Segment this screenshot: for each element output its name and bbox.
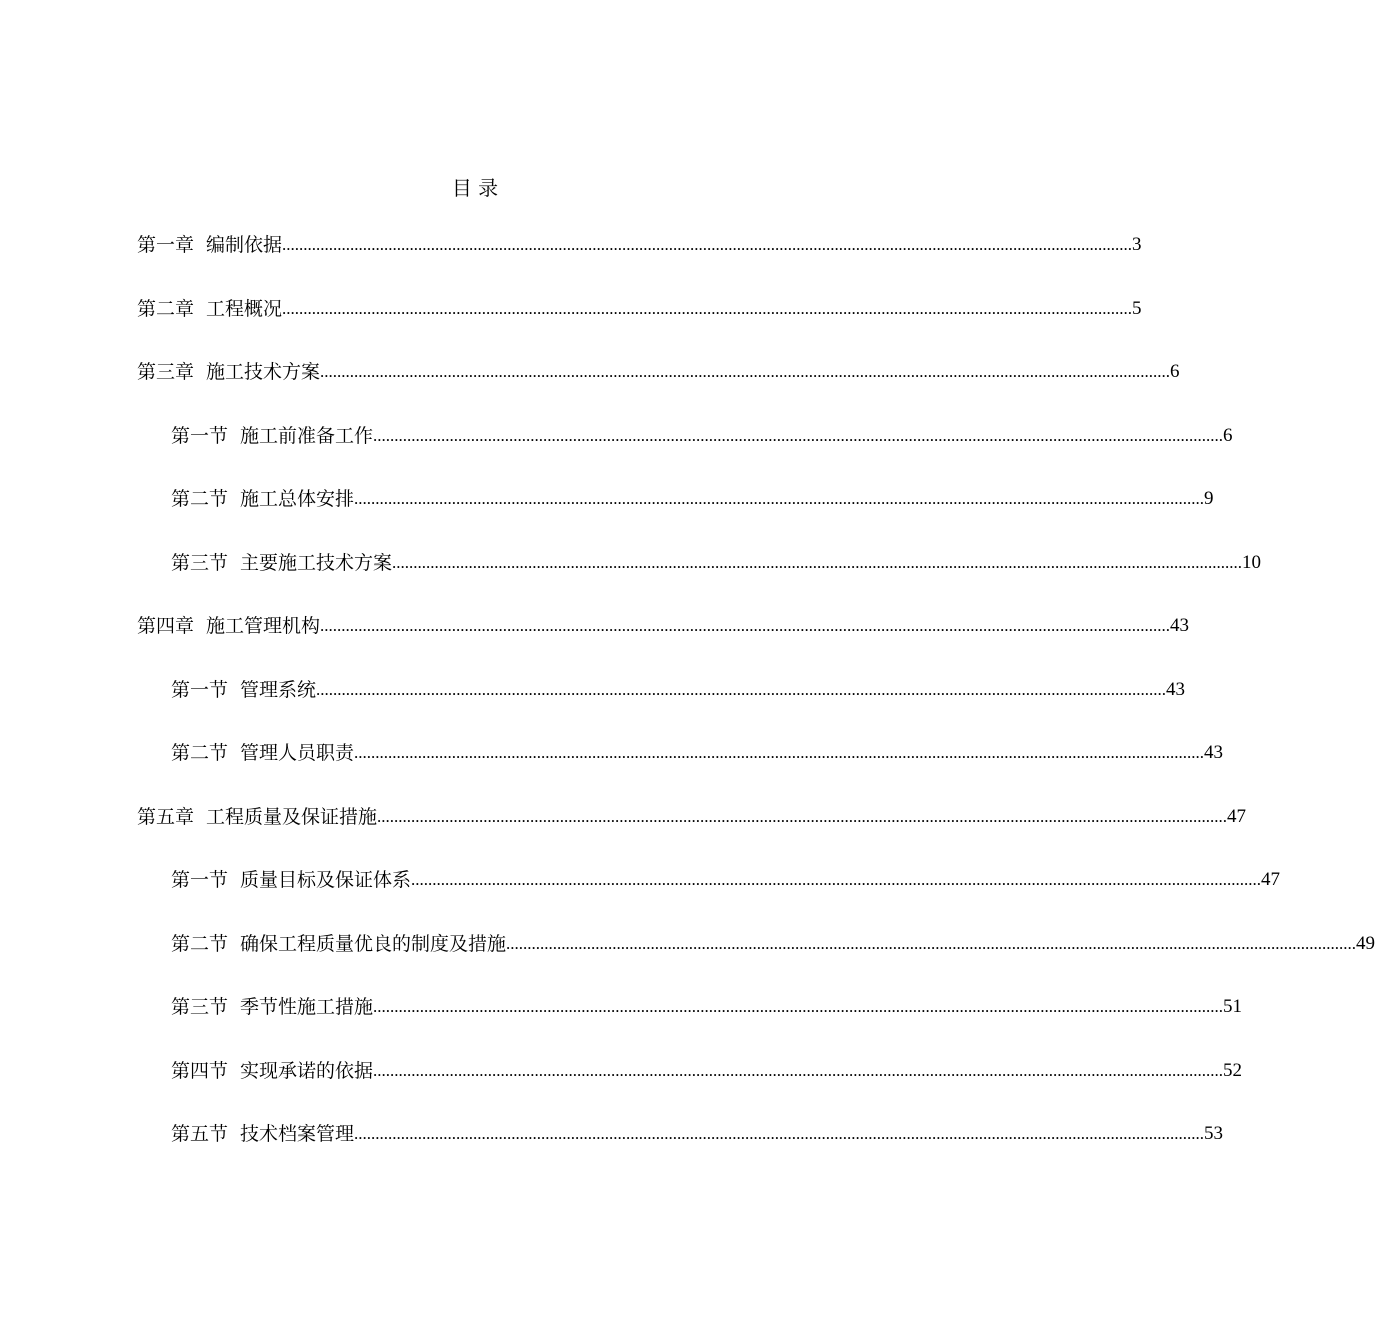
toc-dot-leader: ........................................................................................................................................................................................................ (377, 807, 1228, 826)
toc-entry-page-number: 52 (1223, 1060, 1243, 1081)
toc-entry-number: 第二节 (171, 488, 229, 510)
toc-dot-leader: ........................................................................................................................................................................................................ (354, 1124, 1205, 1143)
toc-entry-label (137, 294, 282, 324)
toc-entry-number: 第三节 (171, 996, 229, 1018)
toc-dot-leader: ........................................................................................................................................................................................................ (411, 870, 1262, 889)
toc-dot-leader: ........................................................................................................................................................................................................ (354, 743, 1205, 762)
toc-entry-label (171, 738, 354, 768)
toc-dot-leader: ........................................................................................................................................................................................................ (316, 680, 1167, 699)
toc-entry-page-number: 10 (1242, 552, 1262, 573)
toc-entry-section[interactable] (171, 675, 1186, 705)
toc-entry-page-number: 6 (1170, 361, 1180, 382)
toc-entry-page-number: 6 (1223, 425, 1233, 446)
toc-entry-title: 管理人员职责 (240, 742, 355, 764)
toc-entry-title: 质量目标及保证体系 (240, 869, 412, 891)
toc-dot-leader: ........................................................................................................................................................................................................ (373, 1061, 1224, 1080)
toc-entry-chapter[interactable] (137, 611, 1190, 641)
toc-entry-chapter[interactable] (137, 294, 1142, 324)
toc-title: 目 录 (451, 176, 499, 200)
toc-entry-label (171, 1119, 354, 1149)
toc-dot-leader: ........................................................................................................................................................................................................ (282, 299, 1133, 318)
toc-entry-label (171, 421, 373, 451)
toc-dot-leader: ........................................................................................................................................................................................................ (392, 553, 1243, 572)
toc-entry-title: 施工管理机构 (206, 615, 321, 637)
toc-entry-label (171, 992, 373, 1022)
toc-entry-section[interactable] (171, 865, 1281, 895)
toc-entry-page-number: 51 (1223, 996, 1243, 1017)
toc-entry-title: 施工技术方案 (206, 361, 321, 383)
toc-entry-title: 季节性施工措施 (240, 996, 374, 1018)
toc-entry-label (171, 548, 392, 578)
toc-entry-section[interactable] (171, 992, 1243, 1022)
toc-entry-label (137, 611, 320, 641)
toc-entry-title: 技术档案管理 (240, 1123, 355, 1145)
toc-entry-title: 管理系统 (240, 679, 317, 701)
toc-entry-label (171, 484, 354, 514)
toc-entry-title: 工程质量及保证措施 (206, 806, 378, 828)
toc-dot-leader: ........................................................................................................................................................................................................ (282, 235, 1133, 254)
toc-entry-section[interactable] (171, 929, 1375, 959)
toc-entry-page-number: 43 (1204, 742, 1224, 763)
toc-dot-leader: ........................................................................................................................................................................................................ (506, 934, 1357, 953)
toc-entry-section[interactable] (171, 738, 1224, 768)
toc-entry-number: 第三章 (137, 361, 195, 383)
toc-entry-page-number: 49 (1356, 933, 1375, 954)
toc-entry-number: 第四章 (137, 615, 195, 637)
toc-entry-number: 第二节 (171, 933, 229, 955)
toc-entry-title: 确保工程质量优良的制度及措施 (240, 933, 507, 955)
toc-entry-number: 第三节 (171, 552, 229, 574)
toc-entry-number: 第二章 (137, 298, 195, 320)
toc-entry-chapter[interactable] (137, 802, 1247, 832)
toc-entry-number: 第一节 (171, 425, 229, 447)
toc-entry-number: 第五章 (137, 806, 195, 828)
toc-entry-number: 第一节 (171, 679, 229, 701)
toc-entry-page-number: 53 (1204, 1123, 1224, 1144)
toc-entry-page-number: 43 (1166, 679, 1186, 700)
toc-entry-chapter[interactable] (137, 230, 1142, 260)
toc-entry-section[interactable] (171, 1119, 1224, 1149)
toc-entry-label (171, 1056, 373, 1086)
toc-entry-title: 实现承诺的依据 (240, 1060, 374, 1082)
toc-entry-number: 第二节 (171, 742, 229, 764)
toc-entry-label (171, 929, 506, 959)
toc-dot-leader: ........................................................................................................................................................................................................ (373, 426, 1224, 445)
toc-dot-leader: ........................................................................................................................................................................................................ (373, 997, 1224, 1016)
toc-dot-leader: ........................................................................................................................................................................................................ (354, 489, 1205, 508)
toc-entry-section[interactable] (171, 548, 1262, 578)
toc-entry-title: 编制依据 (206, 234, 283, 256)
toc-entry-title: 施工总体安排 (240, 488, 355, 510)
toc-entry-label (171, 865, 411, 895)
toc-entry-page-number: 47 (1227, 806, 1247, 827)
toc-entry-page-number: 5 (1132, 298, 1142, 319)
toc-entry-number: 第五节 (171, 1123, 229, 1145)
toc-dot-leader: ........................................................................................................................................................................................................ (320, 616, 1171, 635)
toc-entry-section[interactable] (171, 421, 1233, 451)
toc-entry-section[interactable] (171, 484, 1214, 514)
toc-entry-page-number: 47 (1261, 869, 1281, 890)
toc-entry-label (171, 675, 316, 705)
toc-entry-page-number: 3 (1132, 234, 1142, 255)
toc-entry-page-number: 43 (1170, 615, 1190, 636)
toc-entry-number: 第一节 (171, 869, 229, 891)
toc-entry-title: 施工前准备工作 (240, 425, 374, 447)
toc-entry-label (137, 802, 377, 832)
toc-entry-label (137, 230, 282, 260)
toc-entry-label (137, 357, 320, 387)
toc-entry-section[interactable] (171, 1056, 1243, 1086)
toc-entry-number: 第四节 (171, 1060, 229, 1082)
toc-entry-title: 工程概况 (206, 298, 283, 320)
toc-entry-number: 第一章 (137, 234, 195, 256)
toc-entry-chapter[interactable] (137, 357, 1180, 387)
toc-dot-leader: ........................................................................................................................................................................................................ (320, 362, 1171, 381)
toc-entry-page-number: 9 (1204, 488, 1214, 509)
toc-entry-title: 主要施工技术方案 (240, 552, 393, 574)
